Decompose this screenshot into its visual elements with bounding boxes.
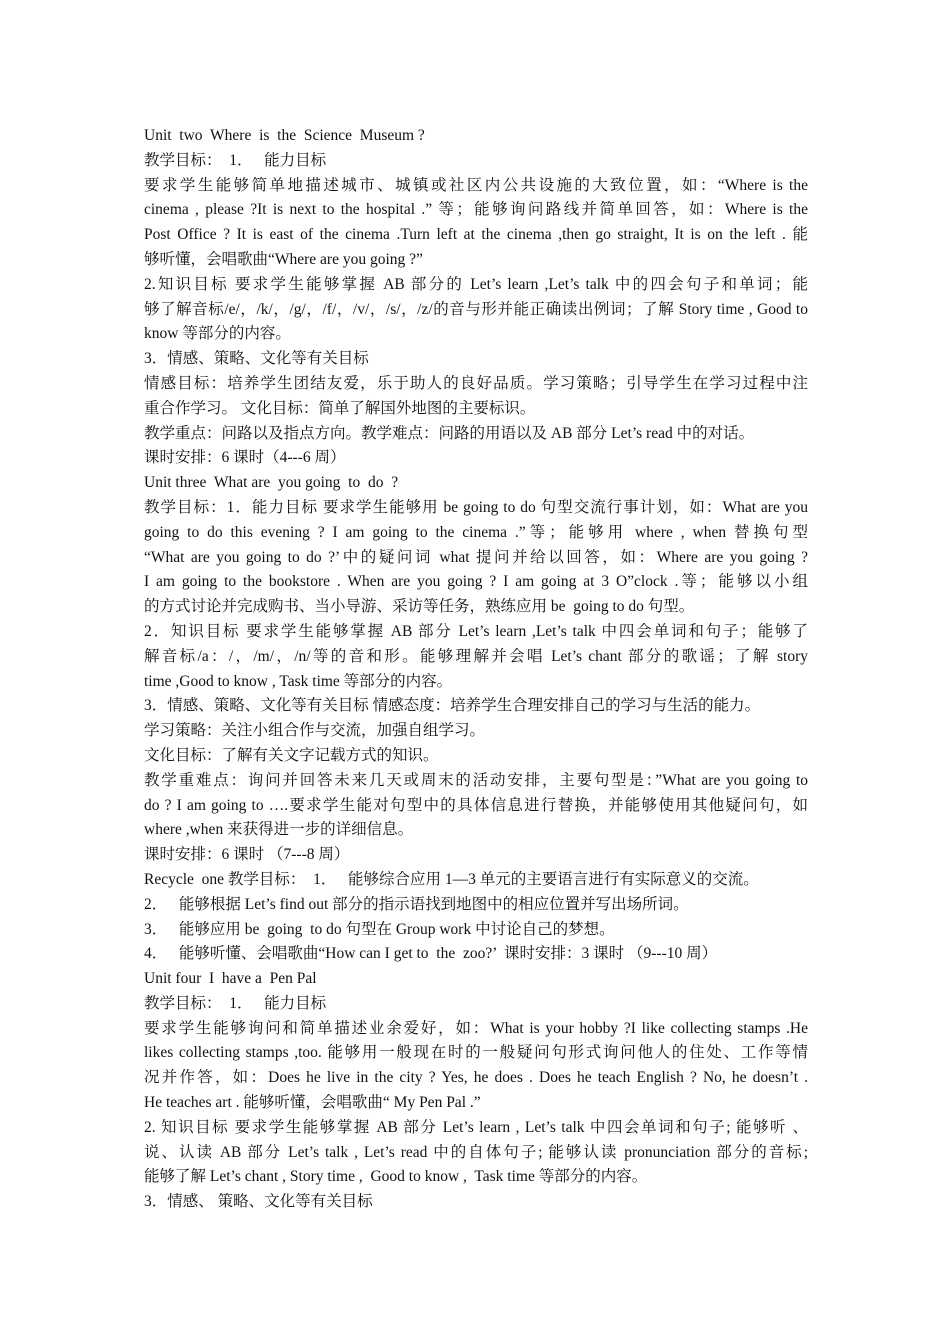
text-line: 3．情感、策略、文化等有关目标 情感态度：培养学生合理安排自己的学习与生活的能力。: [144, 697, 761, 715]
text-line: “What are you going to do ?’中的疑问词 what 提问并给以回答，如：Where are you going ?: [144, 548, 808, 566]
text-line: likes collecting stamps ,too. 能够用一般现在时的一般疑问句形式询问他人的住处、工作等情: [144, 1044, 808, 1062]
text-line: 文化目标：了解有关文字记载方式的知识。: [144, 746, 439, 764]
text-line: time ,Good to know , Task time 等部分的内容。: [144, 672, 453, 690]
unit-three-heading: Unit three What are you going to do ?: [144, 474, 399, 492]
text-line: 2． 能够根据 Let’s find out 部分的指示语找到地图中的相应位置并写出场所词。: [144, 895, 689, 913]
text-line: 2．知识目标 要求学生能够掌握 AB 部分 Let’s learn ,Let’s talk 中四会单词和句子；能够了: [144, 622, 808, 640]
text-line: 重合作学习。 文化目标：简单了解国外地图的主要标识。: [144, 399, 536, 417]
text-line: know 等部分的内容。: [144, 325, 291, 343]
text-line: 教学目标：1．能力目标 要求学生能够用 be going to do 句型交流行事计划，如：What are you: [144, 498, 808, 516]
text-line: 能够了解 Let’s chant , Story time , Good to know , Task time 等部分的内容。: [144, 1168, 648, 1186]
text-line: where ,when 来获得进一步的详细信息。: [144, 821, 414, 839]
text-line: 教学重难点：询问并回答未来几天或周末的活动安排，主要句型是：”What are you going to: [144, 771, 808, 789]
text-line: Post Office ? It is east of the cinema .Turn left at the cinema ,then go straight, It is on the left . 能: [144, 226, 808, 244]
text-line: 说、认读 AB 部分 Let’s talk , Let’s read 中的自体句子; 能够认读 pronunciation 部分的音标;: [144, 1143, 808, 1161]
text-line: 教学重点：问路以及指点方向。教学难点：问路的用语以及 AB 部分 Let’s read 中的对话。: [144, 424, 755, 442]
text-line: I am going to the bookstore . When are you going ? I am going at 3 O”clock .等；能够以小组: [144, 573, 808, 591]
unit-two-heading: Unit two Where is the Science Museum ?: [144, 127, 425, 144]
text-line: 课时安排：6 课时（4---6 周）: [144, 449, 346, 467]
unit-four-heading: Unit four I have a Pen Pal: [144, 970, 317, 988]
text-line: 况并作答，如：Does he live in the city ? Yes, he does . Does he teach English ? No, he doesn’t .: [144, 1069, 808, 1087]
text-line: 3． 能够应用 be going to do 句型在 Group work 中讨论自己的梦想。: [144, 920, 615, 938]
text-line: 学习策略：关注小组合作与交流，加强自组学习。: [144, 722, 486, 740]
text-line: 3．情感、策略、文化等有关目标: [144, 350, 369, 368]
text-line: 够听懂，会唱歌曲“Where are you going ?”: [144, 250, 423, 268]
text-line: 2.知识目标 要求学生能够掌握 AB 部分的 Let’s learn ,Let’s talk 中的四会句子和单词；能: [144, 275, 808, 293]
text-line: 教学目标： 1． 能力目标: [144, 994, 327, 1012]
text-line: 要求学生能够简单地描述城市、城镇或社区内公共设施的大致位置，如：“Where is the: [144, 176, 808, 194]
text-line: 3．情感、 策略、文化等有关目标: [144, 1193, 373, 1211]
text-line: 够了解音标/e/，/k/，/g/，/f/，/v/，/s/，/z/的音与形并能正确读出例词；了解 Story time , Good to: [144, 300, 808, 318]
text-line: 2. 知识目标 要求学生能够掌握 AB 部分 Let’s learn , Let’s talk 中四会单词和句子; 能够听 、: [144, 1118, 808, 1136]
text-line: 的方式讨论并完成购书、当小导游、采访等任务，熟练应用 be going to do 句型。: [144, 598, 695, 616]
recycle-one-heading: Recycle one 教学目标： 1． 能够综合应用 1—3 单元的主要语言进行有实际意义的交流。: [144, 870, 759, 888]
text-line: do ? I am going to ….要求学生能对句型中的具体信息进行替换，并能够使用其他疑问句，如: [144, 796, 808, 814]
text-line: 4． 能够听懂、会唱歌曲“How can I get to the zoo?’ 课时安排：3 课时 （9---10 周）: [144, 945, 718, 963]
text-line: 解音标/a：/，/m/，/n/等的音和形。能够理解并会唱 Let’s chant 部分的歌谣；了解 story: [144, 647, 808, 665]
text-line: going to do this evening ? I am going to the cinema .”等；能够用 where , when 替换句型: [144, 523, 808, 541]
text-line: He teaches art . 能够听懂，会唱歌曲“ My Pen Pal .”: [144, 1094, 481, 1112]
text-line: 教学目标： 1． 能力目标: [144, 151, 327, 169]
text-line: 要求学生能够询问和简单描述业余爱好，如：What is your hobby ?I like collecting stamps .He: [144, 1019, 808, 1037]
text-line: 课时安排：6 课时 （7---8 周）: [144, 846, 350, 864]
document-body: [144, 124, 808, 1215]
text-line: cinema , please ?It is next to the hospital .” 等；能够询问路线并简单回答，如：Where is the: [144, 201, 808, 219]
text-line: 情感目标：培养学生团结友爱，乐于助人的良好品质。学习策略；引导学生在学习过程中注: [144, 374, 808, 392]
